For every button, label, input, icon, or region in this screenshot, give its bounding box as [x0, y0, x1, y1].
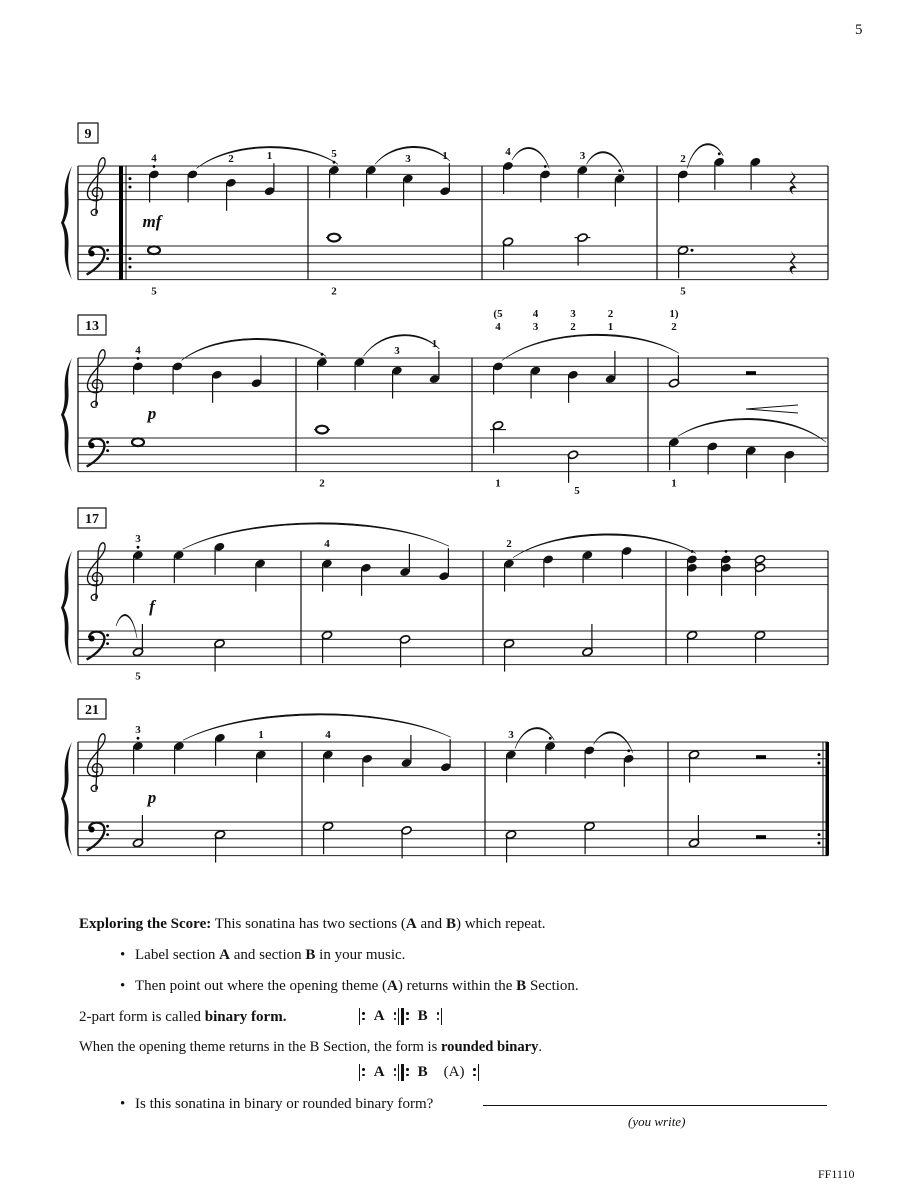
slur	[182, 338, 327, 360]
slur	[587, 152, 624, 173]
repeat-bar-thick	[401, 1064, 404, 1081]
binary-form-text	[79, 1009, 286, 1025]
fingering-number: 4	[505, 146, 511, 158]
repeat-dot	[129, 177, 132, 180]
fingering-number: 5	[151, 285, 157, 298]
text: This sonatina has two sections (	[211, 916, 406, 932]
section-b-label: B	[417, 1007, 428, 1024]
fingering-number: 2	[319, 477, 325, 490]
whole-note-head	[148, 246, 160, 254]
fingering-number: 1	[495, 477, 501, 490]
fingering-number: 1	[671, 477, 677, 490]
fingering-number: (5	[493, 308, 503, 320]
augmentation-dot	[691, 249, 694, 252]
text: When the opening theme returns in the B Section, the form is	[79, 1039, 441, 1055]
staccato-dot	[718, 152, 721, 155]
fingering-number: 4	[135, 344, 141, 357]
fingering-number: 4	[324, 538, 330, 550]
text: .	[538, 1039, 543, 1055]
measure-number: 17	[85, 512, 99, 527]
bass-clef-icon	[87, 439, 105, 467]
repeat-start-thick-bar	[119, 166, 123, 280]
slur	[678, 418, 826, 442]
system-17	[61, 508, 828, 683]
fingering-number: 2	[671, 321, 677, 333]
fingering-number: 4	[151, 152, 157, 165]
staccato-dot	[137, 357, 140, 360]
repeat-end-bar	[478, 1064, 479, 1081]
repeat-dots	[362, 1012, 364, 1020]
crescendo-hairpin	[746, 405, 798, 413]
fingering-number: 5	[331, 148, 337, 161]
text: ) returns within the	[397, 978, 517, 994]
bass-clef-dot	[89, 827, 95, 833]
bass-clef-dot	[106, 642, 109, 645]
bold-text: binary form.	[204, 1009, 287, 1025]
repeat-bar	[398, 1008, 399, 1025]
fingering-number: 1	[607, 321, 614, 333]
whole-note-head	[132, 438, 144, 446]
half-rest-icon	[756, 835, 766, 839]
fingering-number: 2	[680, 153, 686, 165]
bass-clef-dot	[106, 249, 109, 252]
repeat-bar-thick	[401, 1008, 404, 1025]
staccato-dot	[137, 546, 140, 549]
brace	[61, 551, 72, 665]
fingering-number: 1	[266, 150, 273, 163]
bass-clef-dot	[106, 634, 109, 637]
bass-clef-icon	[87, 823, 105, 851]
staccato-dot	[153, 165, 156, 168]
whole-note-head	[328, 234, 340, 242]
repeat-dot	[818, 833, 821, 836]
page-number: 5	[855, 22, 863, 38]
half-rest-icon	[756, 755, 766, 759]
bold-text: A	[387, 978, 398, 994]
slur	[502, 334, 679, 360]
bass-clef-dot	[106, 257, 109, 260]
system-9	[61, 123, 828, 298]
repeat-dots	[394, 1012, 396, 1020]
dynamic-marking: f	[149, 597, 155, 616]
bold-text: B	[445, 916, 456, 932]
binary-form-diagram	[358, 1007, 443, 1025]
fingering-number: 5	[574, 484, 580, 497]
answer-hint: (you write)	[628, 1114, 686, 1129]
fingering-number: 3	[532, 321, 539, 333]
bold-text: Exploring the Score:	[79, 916, 212, 932]
fingering-number: 1)	[669, 308, 679, 320]
measure-number: 21	[85, 703, 99, 718]
bass-clef-icon	[87, 247, 105, 275]
repeat-dot	[129, 186, 132, 189]
bass-clef-dot	[106, 449, 109, 452]
answer-write-line[interactable]	[483, 1105, 827, 1106]
text: and section	[229, 947, 306, 963]
section-a-label: A	[373, 1007, 385, 1024]
section-a-return-label: (A)	[443, 1063, 465, 1080]
text: Label section	[135, 947, 220, 963]
fingering-number: 4	[325, 729, 331, 741]
fingering-number: 4	[495, 321, 501, 333]
repeat-start-bar	[359, 1008, 360, 1025]
repeat-dot	[818, 753, 821, 756]
brace	[61, 166, 72, 280]
text: Is this sonatina in binary or rounded binary form?	[135, 1096, 434, 1112]
bold-text: B	[516, 978, 527, 994]
dynamic-marking: p	[147, 404, 157, 423]
fingering-number: 1	[258, 729, 264, 741]
fingering-number: 4	[532, 308, 539, 320]
brace	[61, 742, 72, 856]
staccato-dot	[544, 165, 547, 168]
fingering-number: 1	[442, 150, 448, 163]
repeat-dots	[406, 1012, 408, 1020]
staccato-dot	[627, 749, 630, 752]
repeat-dots	[406, 1068, 408, 1076]
bullet-theme-returns	[135, 978, 579, 994]
brace	[61, 358, 72, 472]
repeat-dots	[394, 1068, 396, 1076]
text: in your music.	[315, 947, 406, 963]
slur	[512, 147, 549, 168]
bullet-icon: •	[120, 1096, 126, 1112]
fingering-number: 5	[680, 285, 686, 298]
exploring-intro	[79, 916, 546, 932]
bass-clef-dot	[106, 833, 109, 836]
fingering-number: 3	[394, 345, 400, 357]
fingering-number: 2	[228, 153, 234, 165]
bass-clef-dot	[89, 251, 95, 257]
fingering-number: 3	[135, 724, 141, 737]
bass-clef-dot	[89, 443, 95, 449]
bass-clef-dot	[89, 636, 95, 642]
bullet-icon: •	[120, 947, 126, 963]
slur	[364, 335, 440, 357]
fingering-number: 2	[506, 538, 512, 550]
staccato-dot	[137, 737, 140, 740]
repeat-dots	[362, 1068, 364, 1076]
repeat-start-bar	[359, 1064, 360, 1081]
bold-text: A	[405, 916, 417, 932]
staccato-dot	[549, 737, 552, 740]
slur	[116, 614, 137, 638]
slur	[513, 534, 696, 558]
text: Then point out where the opening theme (	[135, 978, 388, 994]
fingering-number: 5	[135, 670, 141, 683]
bullet-label-sections	[135, 947, 405, 963]
measure-number: 9	[84, 127, 92, 142]
form-question	[135, 1096, 433, 1112]
fingering-number: 3	[579, 150, 586, 163]
dynamic-marking: mf	[142, 212, 162, 231]
text: and	[416, 916, 446, 932]
bullet-icon: •	[120, 978, 126, 994]
half-rest-icon	[746, 371, 756, 375]
repeat-end-thick-bar	[826, 742, 830, 856]
bass-clef-dot	[106, 825, 109, 828]
bold-text: rounded binary	[440, 1039, 539, 1055]
footer-code: FF1110	[818, 1167, 855, 1181]
repeat-end-bar	[441, 1008, 442, 1025]
repeat-dots	[473, 1068, 475, 1076]
repeat-bar	[398, 1064, 399, 1081]
bold-text: A	[219, 947, 230, 963]
bold-text: B	[305, 947, 316, 963]
text: ) which repeat.	[455, 916, 546, 932]
rounded-binary-text	[79, 1039, 542, 1055]
text: 2-part form is called	[79, 1009, 205, 1025]
measure-number: 13	[85, 319, 99, 334]
fingering-number: 3	[135, 533, 141, 546]
rounded-binary-diagram	[358, 1063, 480, 1081]
fingering-number: 3	[570, 308, 576, 320]
repeat-dot	[129, 257, 132, 260]
fingering-number: 2	[570, 321, 576, 333]
bass-clef-icon	[87, 632, 105, 660]
bass-clef-dot	[106, 441, 109, 444]
system-13	[61, 308, 828, 497]
slur	[375, 146, 450, 164]
fingering-number: 3	[508, 729, 514, 741]
fingering-number: 3	[405, 153, 411, 165]
repeat-dot	[818, 762, 821, 765]
section-a-label: A	[373, 1063, 385, 1080]
fingering-number: 2	[331, 285, 337, 298]
repeat-dot	[818, 842, 821, 845]
fingering-number: 1	[431, 338, 438, 350]
staccato-dot	[725, 550, 728, 553]
text: Section.	[526, 978, 579, 994]
repeat-dot	[129, 266, 132, 269]
dynamic-marking: p	[147, 788, 157, 807]
section-b-label: B	[417, 1063, 428, 1080]
whole-note-head	[316, 426, 328, 434]
fingering-number: 2	[607, 308, 614, 320]
repeat-dots	[437, 1012, 439, 1020]
system-21	[61, 699, 829, 863]
staccato-dot	[618, 169, 621, 172]
